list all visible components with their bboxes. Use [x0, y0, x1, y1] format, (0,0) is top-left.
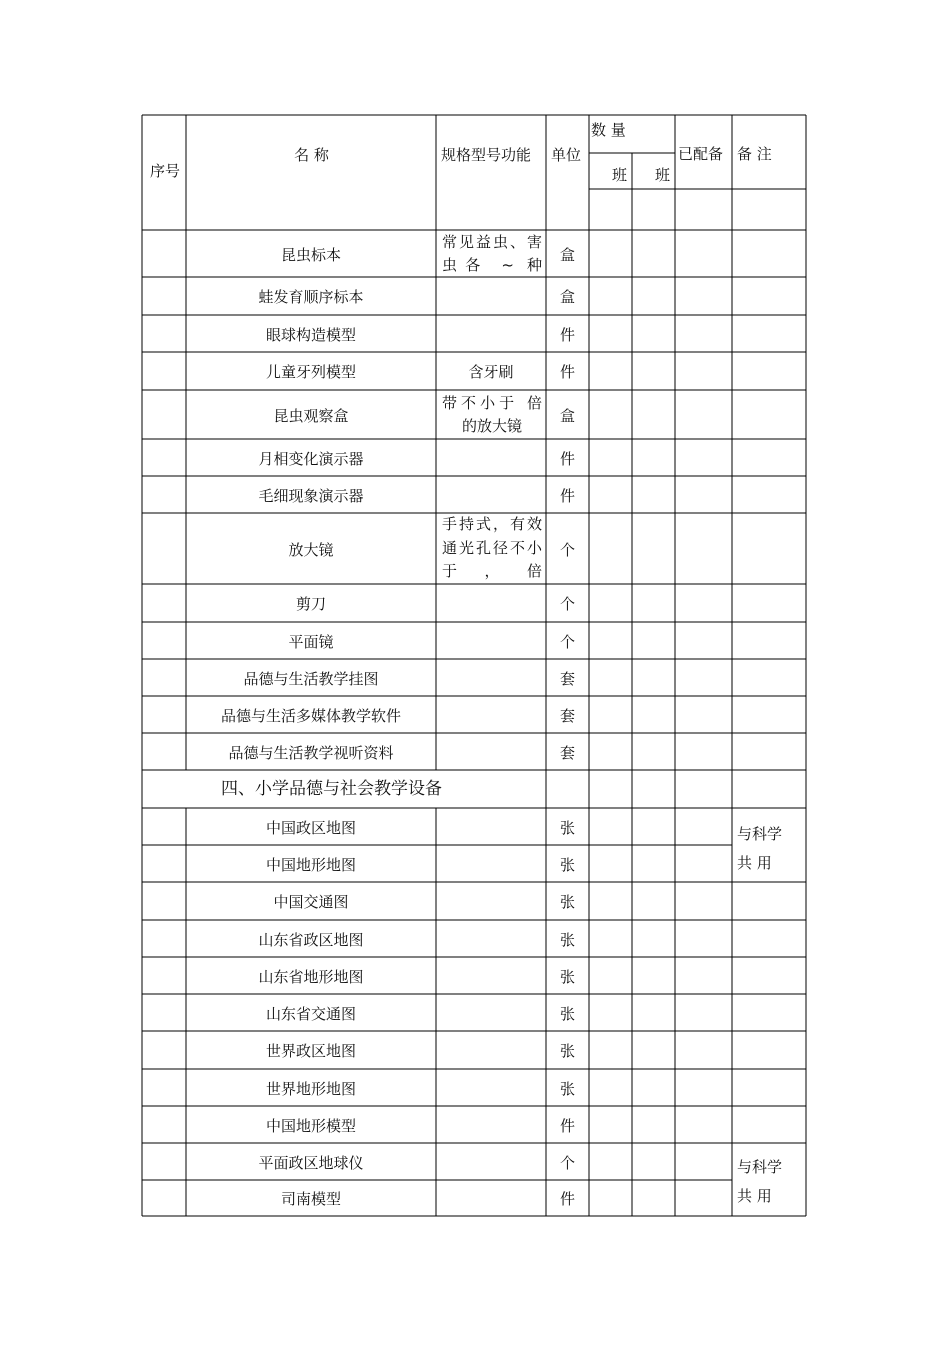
item-unit: 个: [559, 1153, 575, 1172]
item-name: 品德与生活教学视听资料: [228, 743, 394, 762]
header-unit: 单位: [551, 146, 582, 164]
item-unit: 张: [559, 967, 575, 986]
item-unit: 张: [559, 1042, 575, 1060]
item-unit: 套: [559, 669, 575, 688]
item-unit: 件: [559, 1116, 575, 1135]
item-unit: 张: [559, 893, 575, 911]
item-unit: 件: [559, 449, 575, 468]
header-remark: 备 注: [737, 145, 772, 163]
shared-remark-1-line-1: 与科学: [737, 825, 783, 843]
item-name: 中国政区地图: [265, 818, 356, 837]
item-unit: 个: [559, 595, 575, 613]
item-name: 月相变化演示器: [258, 449, 364, 468]
item-unit: 张: [559, 1079, 575, 1098]
shared-remark-2-line-2: 共 用: [737, 1187, 772, 1205]
item-unit: 套: [559, 706, 575, 725]
item-unit: 盒: [559, 245, 575, 264]
item-name: 品德与生活多媒体教学软件: [220, 706, 401, 725]
item-name: 世界政区地图: [265, 1042, 356, 1060]
item-unit: 件: [559, 325, 575, 344]
item-name: 平面政区地球仪: [258, 1153, 364, 1172]
item-unit: 件: [559, 486, 575, 505]
item-spec: 含牙刷: [468, 363, 514, 381]
item-unit: 盒: [559, 406, 575, 425]
shared-remark-1-line-2: 共 用: [737, 854, 772, 872]
item-name: 山东省政区地图: [258, 930, 364, 949]
item-name: 昆虫观察盒: [273, 406, 349, 425]
item-spec-line: 常见益虫、害: [442, 232, 542, 251]
item-name: 毛细现象演示器: [258, 486, 364, 505]
item-name: 山东省地形地图: [258, 967, 364, 986]
item-name: 蛙发育顺序标本: [258, 288, 364, 306]
item-name: 平面镜: [288, 632, 334, 651]
item-spec-line: 带不小于 倍: [442, 393, 542, 412]
item-unit: 张: [559, 930, 575, 949]
item-name: 山东省交通图: [265, 1004, 356, 1023]
item-unit: 个: [559, 540, 575, 559]
item-name: 眼球构造模型: [265, 325, 356, 344]
item-spec-line: 虫各 ~ 种: [442, 255, 542, 274]
item-unit: 张: [559, 818, 575, 837]
header-quantity: 数 量: [591, 121, 626, 139]
item-spec-line: 手持式，有效: [442, 515, 542, 534]
item-spec-line: 通光孔径不小: [442, 538, 542, 557]
header-spec: 规格型号功能: [441, 146, 532, 164]
item-name: 中国交通图: [273, 893, 349, 911]
item-name: 世界地形地图: [265, 1079, 356, 1098]
item-unit: 套: [559, 743, 575, 762]
item-unit: 个: [559, 632, 575, 651]
item-spec-line: 的放大镜: [461, 416, 522, 435]
header-class-b: 班: [655, 166, 671, 184]
item-unit: 张: [559, 855, 575, 874]
item-unit: 盒: [559, 288, 575, 306]
shared-remark-2-line-1: 与科学: [737, 1158, 783, 1176]
header-equipped: 已配备: [678, 145, 724, 163]
section-heading: 四、小学品德与社会教学设备: [221, 779, 442, 799]
item-name: 司南模型: [280, 1190, 341, 1208]
header-name: 名 称: [294, 146, 329, 164]
item-spec-line: 于 ， 倍: [442, 562, 542, 581]
item-name: 品德与生活教学挂图: [243, 669, 379, 688]
item-name: 儿童牙列模型: [265, 363, 356, 381]
item-unit: 张: [559, 1004, 575, 1023]
item-name: 昆虫标本: [280, 245, 341, 264]
item-name: 放大镜: [288, 540, 334, 559]
item-unit: 件: [559, 363, 575, 381]
header-class-a: 班: [612, 166, 628, 184]
item-name: 中国地形地图: [265, 855, 356, 874]
item-name: 中国地形模型: [265, 1116, 356, 1135]
header-seq: 序号: [150, 162, 181, 180]
item-unit: 件: [559, 1190, 575, 1208]
item-name: 剪刀: [295, 595, 326, 613]
